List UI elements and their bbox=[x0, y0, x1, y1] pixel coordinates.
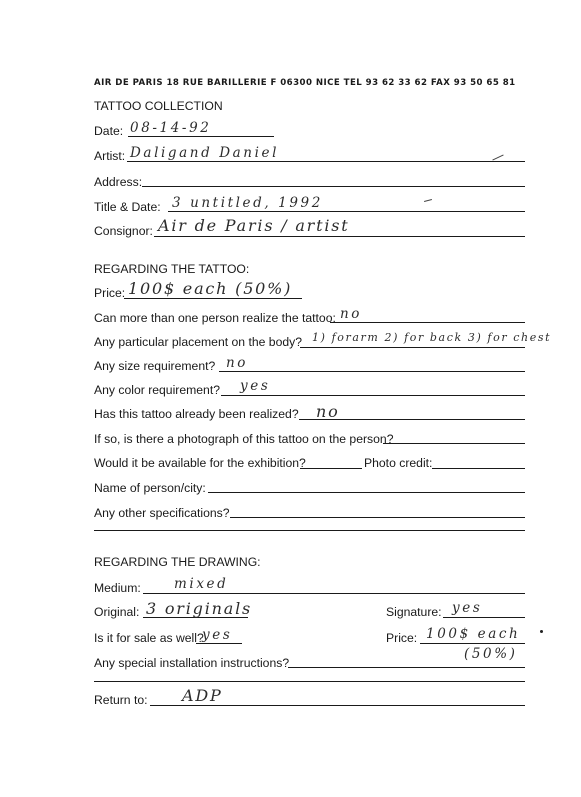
exhibition-line bbox=[300, 468, 362, 469]
medium-label: Medium: bbox=[94, 581, 141, 595]
other-specs-line-2 bbox=[94, 530, 525, 531]
pen-mark bbox=[492, 155, 503, 161]
multiple-value: no bbox=[340, 306, 363, 322]
other-specs-line bbox=[230, 517, 525, 518]
artist-line bbox=[127, 161, 525, 162]
for-sale-line bbox=[196, 643, 242, 644]
medium-value: mixed bbox=[174, 576, 229, 592]
consignor-label: Consignor: bbox=[94, 224, 153, 238]
original-label: Original: bbox=[94, 605, 140, 619]
size-line bbox=[219, 371, 525, 372]
drawing-heading: REGARDING THE DRAWING: bbox=[94, 555, 261, 569]
address-line bbox=[142, 186, 525, 187]
installation-line bbox=[288, 667, 525, 668]
drawing-price-line bbox=[420, 643, 525, 644]
person-city-line bbox=[208, 492, 525, 493]
color-line bbox=[221, 395, 525, 396]
other-specs-label: Any other specifications? bbox=[94, 506, 230, 520]
size-value: no bbox=[226, 355, 249, 371]
date-value: 08-14-92 bbox=[130, 120, 212, 136]
title-date-label: Title & Date: bbox=[94, 200, 161, 214]
title-date-value: 3 untitled, 1992 bbox=[172, 195, 323, 211]
color-label: Any color requirement? bbox=[94, 383, 220, 397]
person-city-label: Name of person/city: bbox=[94, 481, 206, 495]
installation-label: Any special installation instructions? bbox=[94, 656, 290, 670]
photograph-label: If so, is there a photograph of this tattoo on the person? bbox=[94, 432, 394, 446]
tattoo-price-label: Price: bbox=[94, 286, 126, 300]
installation-line-2 bbox=[94, 681, 525, 682]
consignor-value: Air de Paris / artist bbox=[158, 216, 350, 235]
placement-line bbox=[300, 347, 525, 348]
original-value: 3 originals bbox=[146, 599, 252, 618]
placement-label: Any particular placement on the body? bbox=[94, 335, 302, 349]
signature-line bbox=[443, 617, 525, 618]
title-date-line bbox=[168, 211, 525, 212]
form-title: TATTOO COLLECTION bbox=[94, 99, 223, 113]
multiple-label: Can more than one person realize the tattoo: bbox=[94, 311, 336, 325]
for-sale-label: Is it for sale as well? bbox=[94, 631, 204, 645]
drawing-price-label: Price: bbox=[386, 631, 418, 645]
tattoo-heading: REGARDING THE TATTOO: bbox=[94, 262, 250, 276]
date-label: Date: bbox=[94, 124, 124, 138]
letterhead: AIR DE PARIS 18 RUE BARILLERIE F 06300 NICE TEL 93 62 33 62 FAX 93 50 65 81 bbox=[94, 78, 516, 88]
pen-mark bbox=[424, 199, 432, 202]
pen-dot bbox=[540, 630, 543, 633]
return-to-line bbox=[150, 705, 525, 706]
color-value: yes bbox=[240, 378, 271, 394]
consignor-line bbox=[154, 236, 525, 237]
for-sale-value: yes bbox=[202, 627, 233, 643]
multiple-line bbox=[330, 322, 525, 323]
tattoo-price-line bbox=[124, 298, 302, 299]
artist-value: Daligand Daniel bbox=[130, 145, 280, 161]
drawing-price-value-2: (50%) bbox=[464, 646, 518, 662]
address-label: Address: bbox=[94, 175, 143, 189]
drawing-price-value: 100$ each bbox=[426, 626, 521, 642]
placement-value: 1) forarm 2) for back 3) for chest bbox=[312, 331, 552, 344]
photograph-line bbox=[383, 443, 525, 444]
date-line bbox=[128, 136, 274, 137]
signature-label: Signature: bbox=[386, 605, 442, 619]
photo-credit-label: Photo credit: bbox=[364, 456, 433, 470]
photo-credit-line bbox=[432, 468, 525, 469]
signature-value: yes bbox=[452, 600, 483, 616]
tattoo-price-value: 100$ each (50%) bbox=[128, 279, 293, 298]
size-label: Any size requirement? bbox=[94, 359, 216, 373]
realized-value: no bbox=[316, 402, 340, 421]
return-to-label: Return to: bbox=[94, 693, 148, 707]
medium-line bbox=[143, 593, 525, 594]
exhibition-label: Would it be available for the exhibition? bbox=[94, 456, 306, 470]
realized-label: Has this tattoo already been realized? bbox=[94, 407, 299, 421]
return-to-value: ADP bbox=[182, 686, 223, 705]
artist-label: Artist: bbox=[94, 149, 126, 163]
